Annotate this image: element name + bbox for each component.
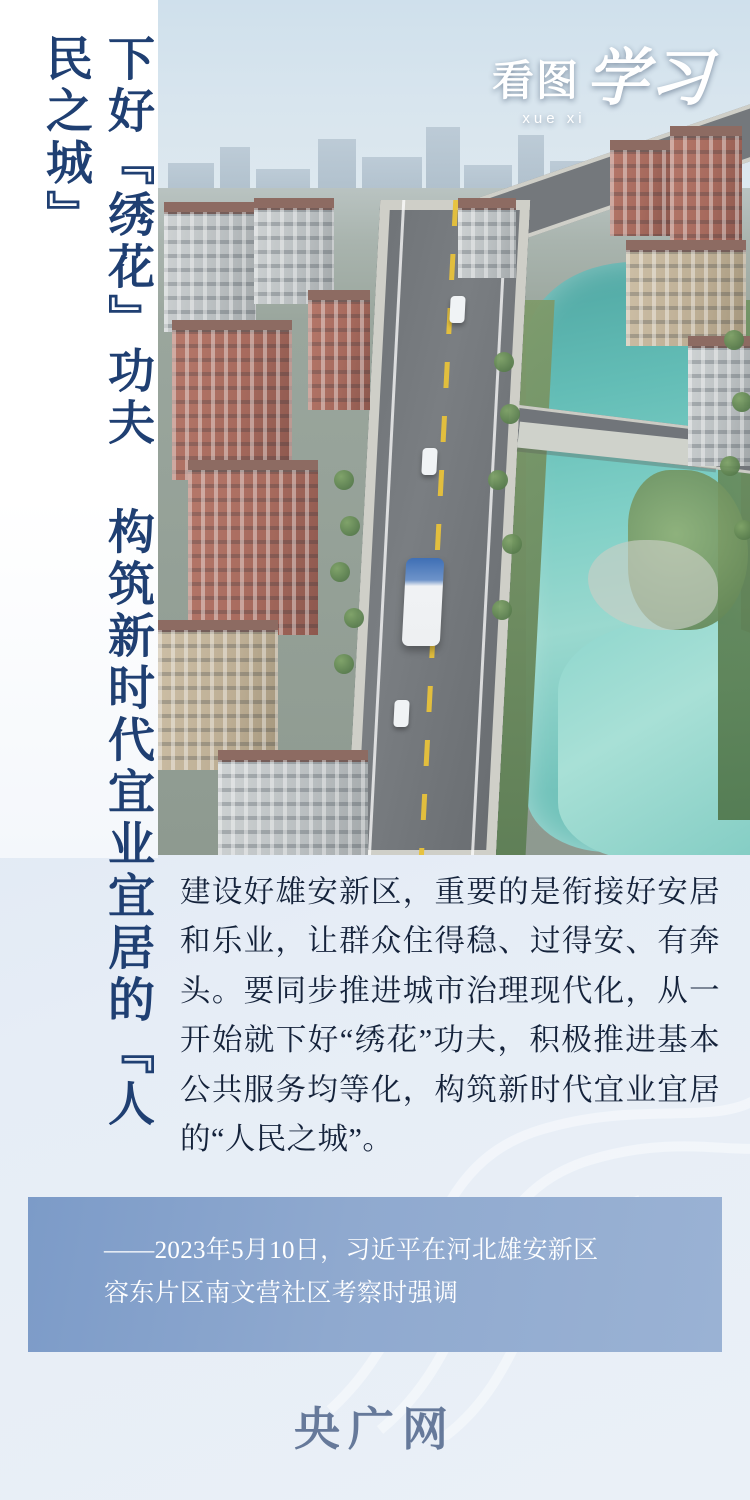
photo-building [158,630,278,770]
photo-building [610,150,670,236]
attribution-text [104,1229,682,1315]
footer-logo: 央广网 [294,1404,456,1455]
footer [0,1352,750,1500]
photo-bus [402,558,445,646]
photo-building [172,330,292,480]
photo-building [218,760,368,855]
page-title: 下好『绣花』功夫 构筑新时代宜业宜居的『人民之城』 [38,34,153,1131]
hero-aerial-photo [158,0,750,855]
photo-building [164,212,256,332]
photo-building [458,208,516,278]
photo-car [421,448,437,475]
photo-building [188,470,318,635]
photo-car [393,700,409,727]
brand-pinyin-label: xue xi [522,110,586,127]
attribution-line-2: 容东片区南文营社区考察时强调 [104,1280,459,1307]
brand-xuexi-label: 学习 [585,45,712,114]
brand-lockup [491,45,712,127]
photo-building [670,136,742,244]
photo-car [449,296,465,323]
attribution-band [28,1197,722,1352]
attribution-line-1: ——2023年5月10日，习近平在河北雄安新区 [104,1237,599,1264]
quote-text: 建设好雄安新区，重要的是衔接好安居和乐业，让群众住得稳、过得安、有奔头。要同步推进城市治理现代化，从一开始就下好“绣花”功夫，积极推进基本公共服务均等化，构筑新时代宜业宜居的“人民之城”。 [180,875,720,1157]
brand-kantu-label: 看图 [491,59,580,105]
photo-building [308,300,370,410]
